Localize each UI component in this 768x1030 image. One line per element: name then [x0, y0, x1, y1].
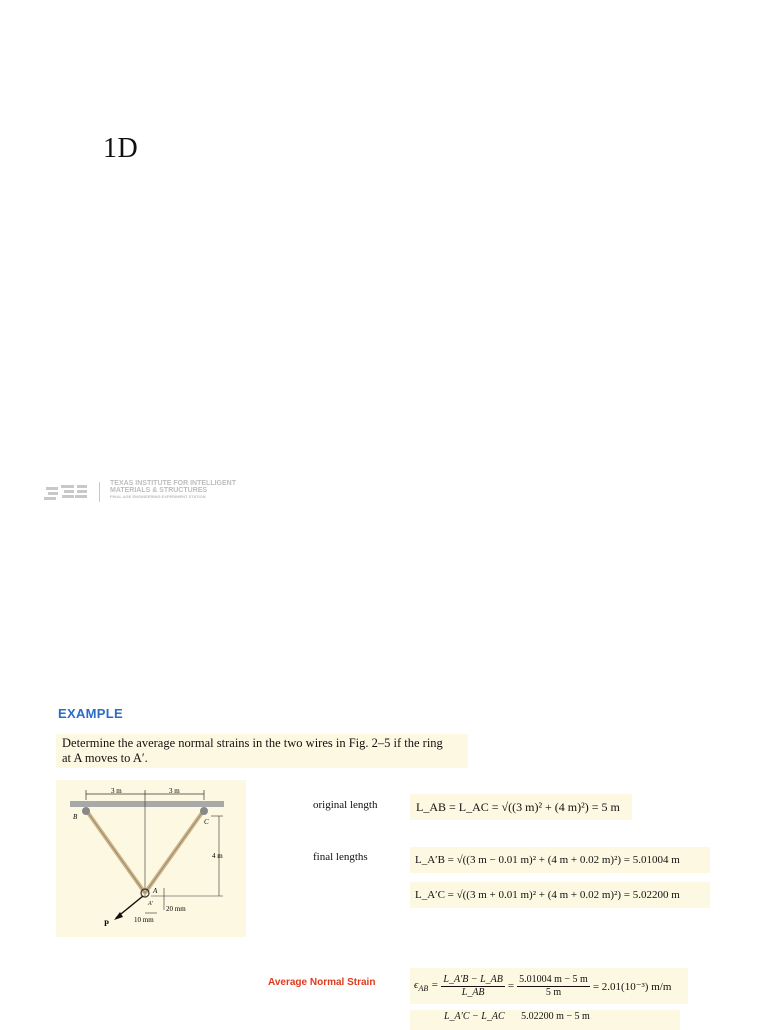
original-length-label: original length: [313, 799, 378, 811]
label-b: B: [73, 813, 78, 821]
logo-line-2: MATERIALS & STRUCTURES: [110, 487, 208, 494]
strain-ab-fraction-symbolic: [441, 974, 505, 999]
figure-drawing: [56, 780, 246, 937]
dim-10mm-label: 10 mm: [134, 916, 154, 924]
strain-ab-fraction-numeric: [517, 974, 590, 999]
logo-line-1: TEXAS INSTITUTE FOR INTELLIGENT: [110, 480, 236, 487]
support-b: [82, 807, 90, 815]
final-length-ab-equation: L_A′B = √((3 m − 0.01 m)² + (4 m + 0.02 m)²) = 5.01004 m: [410, 847, 710, 873]
label-p: P: [104, 919, 109, 928]
support-c: [200, 807, 208, 815]
problem-line-1: Determine the average normal strains in the two wires in Fig. 2–5 if the ring: [62, 736, 443, 750]
strain-ac-equation: [410, 1010, 680, 1030]
final-length-ac-equation: L_A′C = √((3 m + 0.01 m)² + (4 m + 0.02 m)²) = 5.02200 m: [410, 882, 710, 908]
wire-ring-figure: [56, 780, 246, 937]
final-lengths-label: final lengths: [313, 851, 368, 863]
strain-ab-equation: $\epsilon_{AB}$ = $\frac{L\_A'B - L\_AB}{L\_AB}$ = $\frac{5.01004 m - 5 m}{5 m}$ = 2.01(10⁻³) m/m: [410, 968, 688, 1004]
strain-ab-numerator-numeric: 5.01004 m − 5 m: [519, 973, 588, 985]
label-a: A: [153, 887, 158, 895]
label-c: C: [204, 818, 209, 826]
problem-statement: [56, 734, 468, 768]
ceiling-support: [70, 801, 224, 807]
dim-20mm-label: 20 mm: [166, 905, 186, 913]
average-normal-strain-label: Average Normal Strain: [268, 977, 376, 988]
dim-right-label: 3 m: [169, 787, 180, 795]
original-length-equation: L_AB = L_AC = √((3 m)² + (4 m)²) = 5 m: [410, 794, 632, 820]
strain-ac-numerator-symbolic: L_A′C − L_AC: [444, 1011, 505, 1022]
strain-ab-numerator-symbolic: L_A′B − L_AB: [443, 973, 503, 985]
institute-logo: [44, 480, 284, 504]
strain-ab-denominator-symbolic: L_AB: [461, 986, 485, 998]
example-heading: EXAMPLE: [58, 706, 123, 721]
label-a-prime: A′: [148, 901, 153, 907]
strain-ab-denominator-numeric: 5 m: [545, 986, 562, 998]
strain-ab-result: = 2.01(10⁻³) m/m: [592, 980, 672, 993]
strain-ac-numerator-numeric: 5.02200 m − 5 m: [521, 1011, 590, 1022]
logo-line-3: FINAL AGE ENGINEERING EXPERIMENT STATION: [110, 494, 206, 499]
problem-line-2: at A moves to A′.: [62, 751, 148, 765]
dim-left-label: 3 m: [111, 787, 122, 795]
strain-ab-symbol: $\epsilon_{AB}$ =: [414, 978, 439, 994]
slide-title: 1D: [103, 133, 139, 164]
dim-vertical-label: 4 m: [212, 852, 223, 860]
